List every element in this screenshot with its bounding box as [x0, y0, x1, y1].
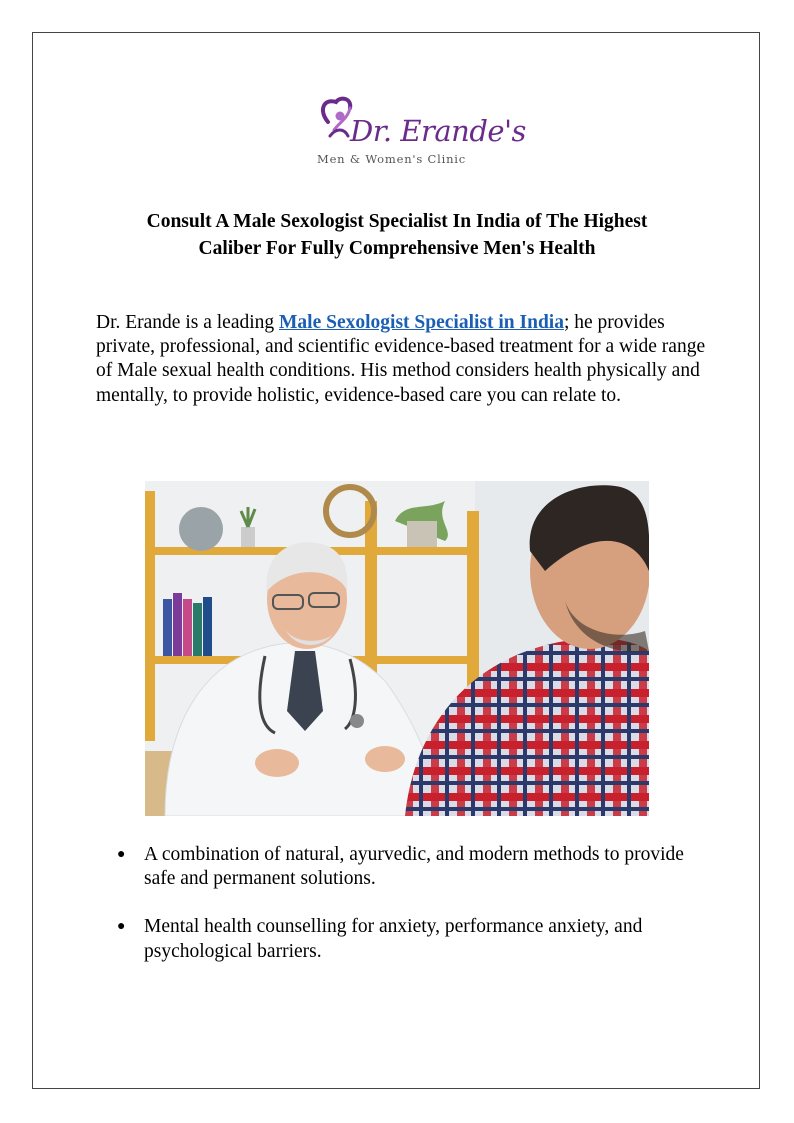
- logo-wordmark: Dr. Erande's: [350, 114, 526, 148]
- consultation-photo: [145, 481, 649, 816]
- consultation-image: [145, 481, 649, 816]
- logo-subtitle: Men & Women's Clinic: [317, 152, 467, 166]
- specialist-link[interactable]: Male Sexologist Specialist in India: [279, 312, 564, 333]
- list-item: [115, 843, 705, 891]
- title-line-2: Caliber For Fully Comprehensive Men's Health: [198, 238, 596, 259]
- page-title: [96, 208, 698, 262]
- list-item: [115, 915, 705, 963]
- intro-text-after: ; he provides private, professional, and scientific evidence-based treatment for a wide range of Male sexual health conditions. His method considers health physically and mentally, to provide holistic, evidence-based care you can relate to.: [96, 312, 706, 406]
- list-item-text: A combination of natural, ayurvedic, and modern methods to provide safe and permanent solutions.: [144, 844, 684, 890]
- bullet-icon: ●: [117, 919, 126, 935]
- benefits-list: [115, 843, 705, 988]
- intro-text-before: Dr. Erande is a leading: [96, 312, 280, 333]
- list-item-text: Mental health counselling for anxiety, performance anxiety, and psychological barriers.: [144, 916, 643, 962]
- clinic-logo: [310, 92, 526, 172]
- bullet-icon: ●: [117, 847, 126, 862]
- intro-paragraph: [96, 311, 711, 408]
- title-line-1: Consult A Male Sexologist Specialist In India of The Highest: [146, 211, 648, 232]
